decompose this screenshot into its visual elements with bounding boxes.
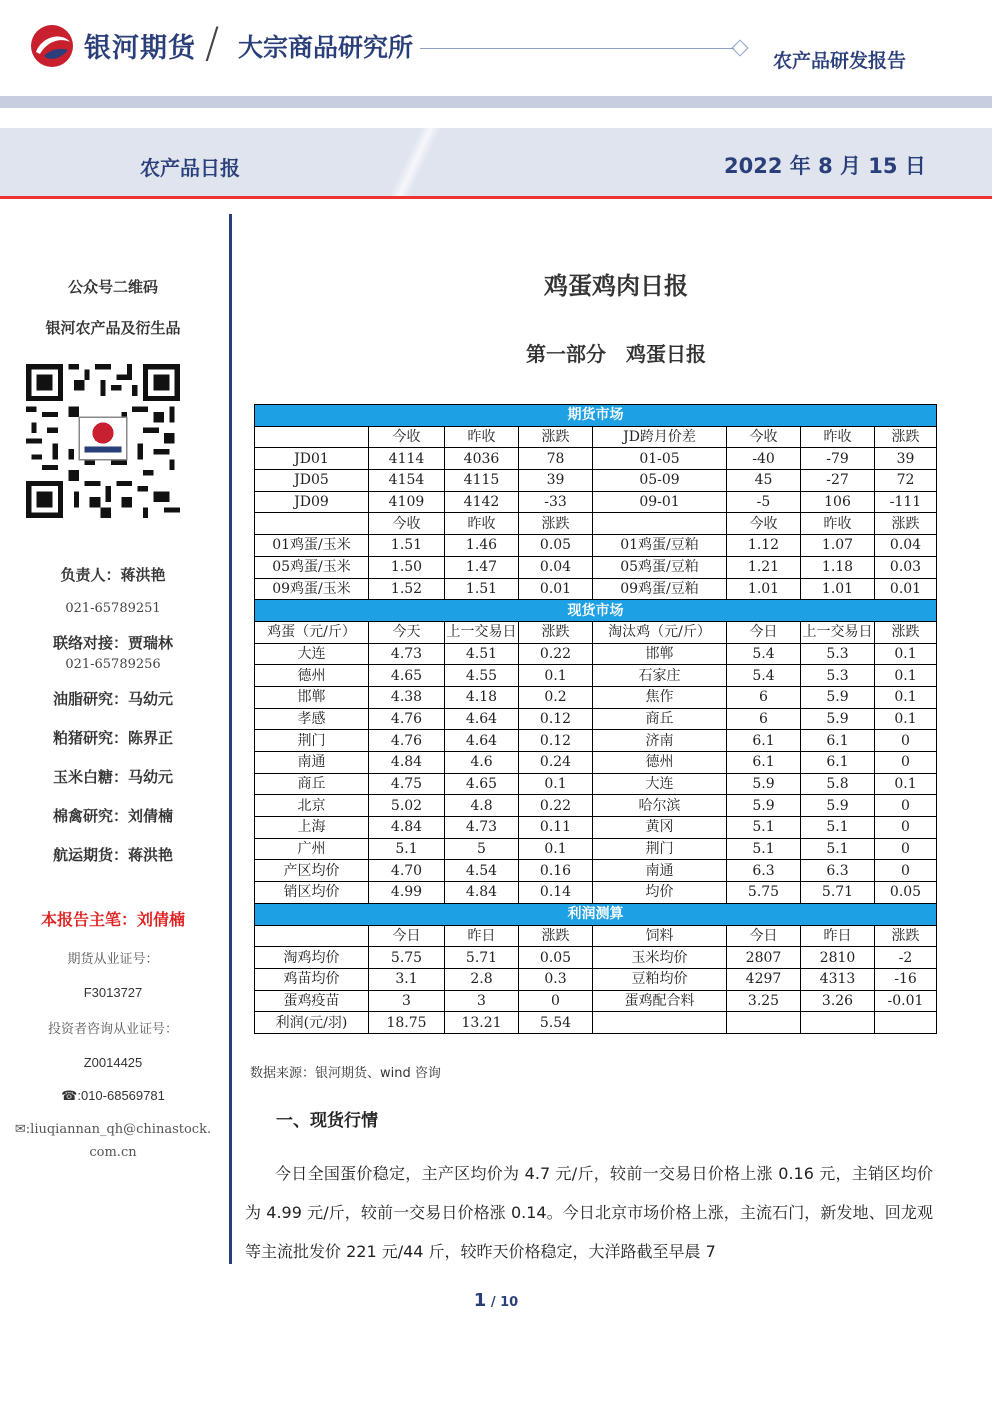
table-row xyxy=(255,882,937,904)
table-cell: 涨跌 xyxy=(519,621,593,643)
table-cell: 5.4 xyxy=(727,665,801,687)
table-row xyxy=(255,925,937,947)
table-cell: 05-09 xyxy=(593,470,727,492)
table-cell: 上一交易日 xyxy=(445,621,519,643)
table-cell: 涨跌 xyxy=(875,621,937,643)
table-cell: 昨收 xyxy=(445,426,519,448)
contact-lead: 负责人：蒋洪艳 xyxy=(60,566,166,584)
table-cell: 4.55 xyxy=(445,665,519,687)
table-cell: 德州 xyxy=(255,665,369,687)
table-cell: 玉米均价 xyxy=(593,947,727,969)
table-cell: 0.22 xyxy=(519,643,593,665)
table-cell: 3.1 xyxy=(369,968,445,990)
table-cell: 45 xyxy=(727,470,801,492)
table-cell: 4.65 xyxy=(445,773,519,795)
table-cell: 0.12 xyxy=(519,730,593,752)
table-cell: 05鸡蛋/豆粕 xyxy=(593,556,727,578)
report-type: 农产品研发报告 xyxy=(773,50,907,72)
sidebar-divider xyxy=(229,214,232,1264)
table-cell: 5.1 xyxy=(727,817,801,839)
table-cell: 淘鸡均价 xyxy=(255,947,369,969)
consult-label: 投资者咨询从业证号： xyxy=(47,1022,178,1037)
section-header-cell: 现货市场 xyxy=(255,600,937,622)
table-cell: 0.1 xyxy=(519,665,593,687)
table-cell: 4.76 xyxy=(369,708,445,730)
table-cell: 饲料 xyxy=(593,925,727,947)
table-cell: 0.11 xyxy=(519,817,593,839)
table-cell: 6 xyxy=(727,686,801,708)
table-cell: 39 xyxy=(519,470,593,492)
table-cell: 4114 xyxy=(369,448,445,470)
institute-name: 大宗商品研究所 xyxy=(238,33,414,62)
table-row xyxy=(255,448,937,470)
table-cell: 济南 xyxy=(593,730,727,752)
table-cell: 0.1 xyxy=(519,838,593,860)
qr-code-icon xyxy=(26,364,180,518)
table-cell: 4.65 xyxy=(369,665,445,687)
table-row xyxy=(255,795,937,817)
table-cell: 1.21 xyxy=(727,556,801,578)
table-cell: 0 xyxy=(875,838,937,860)
table-cell: 4.18 xyxy=(445,686,519,708)
data-source: 数据来源：银河期货、wind 咨询 xyxy=(250,1066,441,1081)
license-number: F3013727 xyxy=(83,985,143,1000)
table-cell: 5.9 xyxy=(801,795,875,817)
table-cell: 今日 xyxy=(727,925,801,947)
table-cell xyxy=(593,513,727,535)
market-data-table xyxy=(254,404,937,1034)
table-cell: 4297 xyxy=(727,968,801,990)
table-row xyxy=(255,838,937,860)
page-sep: / xyxy=(486,1295,501,1310)
section-title: 第一部分 鸡蛋日报 xyxy=(526,342,706,366)
contact-email[interactable]: ✉:liuqiannan_qh@chinastock. xyxy=(14,1122,212,1137)
table-cell: -79 xyxy=(801,448,875,470)
table-cell: 鸡蛋（元/斤） xyxy=(255,621,369,643)
table-cell: 09鸡蛋/豆粕 xyxy=(593,578,727,600)
table-cell xyxy=(255,925,369,947)
contact-liaison-phone: 021-65789256 xyxy=(65,657,161,672)
table-cell: 0.05 xyxy=(519,947,593,969)
table-cell: 昨收 xyxy=(445,513,519,535)
table-cell: 0.14 xyxy=(519,882,593,904)
table-cell: 1.52 xyxy=(369,578,445,600)
table-cell: 今收 xyxy=(369,426,445,448)
researcher-item: 航运期货：蒋洪艳 xyxy=(52,846,173,864)
section-paragraph: 今日全国蛋价稳定，主产区均价为 4.7 元/斤，较前一交易日价格上涨 0.16 元，主销区均价为 4.99 元/斤，较前一交易日价格涨 0.14。今日北京市场价格上涨，主流石门，新发地、回龙观等主流批发价 221 元/44 斤，较昨天价格稳定，大洋路截至早晨 7 xyxy=(245,1164,933,1261)
table-cell: 5.71 xyxy=(801,882,875,904)
table-cell: 4.6 xyxy=(445,752,519,774)
table-row xyxy=(255,968,937,990)
table-cell: 78 xyxy=(519,448,593,470)
table-cell: 3 xyxy=(369,990,445,1012)
table-cell: 利润(元/羽) xyxy=(255,1012,369,1034)
table-cell: 4.75 xyxy=(369,773,445,795)
table-cell: JD09 xyxy=(255,491,369,513)
table-row xyxy=(255,773,937,795)
table-cell: 0.16 xyxy=(519,860,593,882)
table-cell: 0 xyxy=(875,795,937,817)
table-cell: 6 xyxy=(727,708,801,730)
table-cell: 0.01 xyxy=(875,578,937,600)
table-cell: 18.75 xyxy=(369,1012,445,1034)
table-cell: 4.8 xyxy=(445,795,519,817)
table-cell xyxy=(593,1012,727,1034)
table-cell: 6.1 xyxy=(801,730,875,752)
table-cell: 0.1 xyxy=(875,708,937,730)
table-cell: 孝感 xyxy=(255,708,369,730)
table-cell: 销区均价 xyxy=(255,882,369,904)
table-cell: 39 xyxy=(875,448,937,470)
table-cell: 6.3 xyxy=(727,860,801,882)
consult-number: Z0014425 xyxy=(83,1055,143,1070)
table-cell: 荆门 xyxy=(255,730,369,752)
table-cell: 4154 xyxy=(369,470,445,492)
table-cell: 南通 xyxy=(255,752,369,774)
table-cell: 广州 xyxy=(255,838,369,860)
table-row xyxy=(255,860,937,882)
table-cell: 今日 xyxy=(369,925,445,947)
table-cell: 4.84 xyxy=(369,817,445,839)
table-cell: 涨跌 xyxy=(875,513,937,535)
table-cell: 5.9 xyxy=(801,686,875,708)
table-cell: 5.9 xyxy=(801,708,875,730)
table-cell: 5.3 xyxy=(801,665,875,687)
header-divider: / xyxy=(205,18,220,67)
table-section-header xyxy=(255,600,937,622)
table-cell: -5 xyxy=(727,491,801,513)
table-cell: 荆门 xyxy=(593,838,727,860)
table-cell: 1.46 xyxy=(445,535,519,557)
table-cell: 5.9 xyxy=(727,795,801,817)
table-cell: 09鸡蛋/玉米 xyxy=(255,578,369,600)
contact-lead-phone: 021-65789251 xyxy=(65,601,161,616)
table-cell: 4.84 xyxy=(369,752,445,774)
table-cell: 4.70 xyxy=(369,860,445,882)
table-cell: 01鸡蛋/豆粕 xyxy=(593,535,727,557)
license-label: 期货从业证号： xyxy=(67,952,159,967)
table-cell: 商丘 xyxy=(255,773,369,795)
table-cell: 0 xyxy=(875,860,937,882)
table-cell: 2810 xyxy=(801,947,875,969)
table-cell: 0.04 xyxy=(875,535,937,557)
table-cell: 6.1 xyxy=(727,730,801,752)
table-row xyxy=(255,556,937,578)
table-cell: 0.01 xyxy=(519,578,593,600)
table-cell: 涨跌 xyxy=(519,513,593,535)
table-cell: 上一交易日 xyxy=(801,621,875,643)
header-stripe xyxy=(0,96,992,108)
table-cell: 5.1 xyxy=(801,817,875,839)
table-row xyxy=(255,686,937,708)
table-row xyxy=(255,535,937,557)
table-cell: 0 xyxy=(875,730,937,752)
table-cell: 0.04 xyxy=(519,556,593,578)
section-heading: 一、现货行情 xyxy=(276,1111,378,1131)
table-cell: 6.1 xyxy=(727,752,801,774)
sidebar xyxy=(0,270,226,338)
table-cell: 0.22 xyxy=(519,795,593,817)
table-section-header xyxy=(255,405,937,427)
table-cell: 4.76 xyxy=(369,730,445,752)
table-cell: 3 xyxy=(445,990,519,1012)
table-cell: 4.38 xyxy=(369,686,445,708)
table-cell: 今日 xyxy=(727,621,801,643)
table-cell: 4036 xyxy=(445,448,519,470)
table-cell: -0.01 xyxy=(875,990,937,1012)
table-cell: 大连 xyxy=(593,773,727,795)
table-cell: 鸡苗均价 xyxy=(255,968,369,990)
table-cell xyxy=(255,426,369,448)
table-cell: JD跨月价差 xyxy=(593,426,727,448)
page-number xyxy=(0,1290,992,1311)
table-cell: 0.03 xyxy=(875,556,937,578)
table-cell xyxy=(255,513,369,535)
table-cell: 哈尔滨 xyxy=(593,795,727,817)
table-cell: 0.1 xyxy=(875,643,937,665)
page-total: 10 xyxy=(500,1295,519,1310)
table-cell: 0.05 xyxy=(875,882,937,904)
table-cell: 5.9 xyxy=(727,773,801,795)
table-cell: 5.02 xyxy=(369,795,445,817)
table-row xyxy=(255,990,937,1012)
table-cell: 72 xyxy=(875,470,937,492)
table-row xyxy=(255,578,937,600)
report-date: 2022 年 8 月 15 日 xyxy=(724,154,926,178)
table-cell: 0.1 xyxy=(519,773,593,795)
table-cell: 1.01 xyxy=(801,578,875,600)
table-row xyxy=(255,752,937,774)
table-cell: 产区均价 xyxy=(255,860,369,882)
table-section-header xyxy=(255,903,937,925)
researcher-item: 棉禽研究：刘倩楠 xyxy=(52,807,173,825)
researcher-item: 油脂研究：马幼元 xyxy=(52,690,173,708)
table-cell: 5.4 xyxy=(727,643,801,665)
table-cell: 0.1 xyxy=(875,686,937,708)
researcher-item: 粕猪研究：陈界正 xyxy=(52,729,173,747)
table-cell xyxy=(727,1012,801,1034)
table-cell: 0 xyxy=(519,990,593,1012)
brand-name: 银河期货 xyxy=(84,33,196,64)
table-cell xyxy=(875,1012,937,1034)
page-current: 1 xyxy=(473,1290,487,1311)
galaxy-logo-icon xyxy=(28,22,76,70)
table-cell: 5.1 xyxy=(369,838,445,860)
table-cell: 6.1 xyxy=(801,752,875,774)
table-cell: 大连 xyxy=(255,643,369,665)
table-cell: 1.07 xyxy=(801,535,875,557)
diamond-icon xyxy=(732,40,749,57)
header-rule xyxy=(420,48,734,49)
table-cell: 今收 xyxy=(727,426,801,448)
table-cell: 0.2 xyxy=(519,686,593,708)
table-cell: 淘汰鸡（元/斤） xyxy=(593,621,727,643)
table-row xyxy=(255,621,937,643)
table-cell: JD05 xyxy=(255,470,369,492)
table-cell: 涨跌 xyxy=(519,925,593,947)
table-cell: 0.1 xyxy=(875,773,937,795)
table-cell: 2.8 xyxy=(445,968,519,990)
table-cell: 1.01 xyxy=(727,578,801,600)
table-cell: 昨日 xyxy=(445,925,519,947)
table-cell: 5.3 xyxy=(801,643,875,665)
table-cell: 均价 xyxy=(593,882,727,904)
table-cell: 1.51 xyxy=(369,535,445,557)
table-cell: 蛋鸡疫苗 xyxy=(255,990,369,1012)
table-cell: 05鸡蛋/玉米 xyxy=(255,556,369,578)
table-row xyxy=(255,817,937,839)
table-cell: 1.50 xyxy=(369,556,445,578)
table-cell: 2807 xyxy=(727,947,801,969)
table-cell: 5.54 xyxy=(519,1012,593,1034)
table-cell: 5.1 xyxy=(801,838,875,860)
table-cell: -2 xyxy=(875,947,937,969)
table-cell: 106 xyxy=(801,491,875,513)
table-cell: 昨日 xyxy=(801,925,875,947)
section-header-cell: 期货市场 xyxy=(255,405,937,427)
table-cell: 德州 xyxy=(593,752,727,774)
table-cell: -111 xyxy=(875,491,937,513)
table-cell: 4.64 xyxy=(445,730,519,752)
table-cell: 焦作 xyxy=(593,686,727,708)
table-row xyxy=(255,730,937,752)
table-cell xyxy=(801,1012,875,1034)
table-cell: 5.71 xyxy=(445,947,519,969)
table-row xyxy=(255,708,937,730)
table-cell: 0.1 xyxy=(875,665,937,687)
table-cell: 01-05 xyxy=(593,448,727,470)
table-cell: 0.24 xyxy=(519,752,593,774)
table-cell: 黄冈 xyxy=(593,817,727,839)
table-cell: 5.75 xyxy=(369,947,445,969)
table-cell: -27 xyxy=(801,470,875,492)
table-cell: 0 xyxy=(875,752,937,774)
table-cell: 今天 xyxy=(369,621,445,643)
table-cell: 4142 xyxy=(445,491,519,513)
table-cell: 豆粕均价 xyxy=(593,968,727,990)
table-cell: 4.51 xyxy=(445,643,519,665)
table-cell: 邯郸 xyxy=(255,686,369,708)
table-cell: 石家庄 xyxy=(593,665,727,687)
table-cell: 0.12 xyxy=(519,708,593,730)
table-cell: 4313 xyxy=(801,968,875,990)
table-cell: 1.18 xyxy=(801,556,875,578)
table-row xyxy=(255,643,937,665)
table-cell: -33 xyxy=(519,491,593,513)
table-cell: 4.64 xyxy=(445,708,519,730)
table-cell: 涨跌 xyxy=(519,426,593,448)
table-cell: 涨跌 xyxy=(875,426,937,448)
table-cell: 01鸡蛋/玉米 xyxy=(255,535,369,557)
table-cell: 4109 xyxy=(369,491,445,513)
qr-title: 公众号二维码 xyxy=(67,278,158,296)
report-author: 本报告主笔：刘倩楠 xyxy=(40,910,185,929)
table-row xyxy=(255,665,937,687)
table-cell: 4.73 xyxy=(445,817,519,839)
table-cell: 0.05 xyxy=(519,535,593,557)
table-cell: 4.84 xyxy=(445,882,519,904)
table-cell: 商丘 xyxy=(593,708,727,730)
contact-phone: ☎:010-68569781 xyxy=(61,1088,165,1103)
table-row xyxy=(255,426,937,448)
table-cell: 5.75 xyxy=(727,882,801,904)
table-cell: 1.47 xyxy=(445,556,519,578)
table-row xyxy=(255,1012,937,1034)
table-cell: 4.54 xyxy=(445,860,519,882)
table-row xyxy=(255,947,937,969)
table-cell: 09-01 xyxy=(593,491,727,513)
table-cell: 昨收 xyxy=(801,426,875,448)
table-cell: 今收 xyxy=(369,513,445,535)
table-cell: 0.3 xyxy=(519,968,593,990)
table-row xyxy=(255,491,937,513)
contact-block xyxy=(0,564,226,1160)
table-row xyxy=(255,470,937,492)
table-cell: 5 xyxy=(445,838,519,860)
table-cell: 今收 xyxy=(727,513,801,535)
table-cell: 5.8 xyxy=(801,773,875,795)
band-glare xyxy=(380,128,450,196)
researcher-item: 玉米白糖：马幼元 xyxy=(52,768,173,786)
page-header xyxy=(0,0,992,110)
table-cell: 邯郸 xyxy=(593,643,727,665)
section-header-cell: 利润测算 xyxy=(255,903,937,925)
table-cell: 上海 xyxy=(255,817,369,839)
qr-subtitle: 银河农产品及衍生品 xyxy=(45,319,181,337)
table-cell: -40 xyxy=(727,448,801,470)
contact-email-cont[interactable]: com.cn xyxy=(89,1145,137,1160)
table-cell: 1.51 xyxy=(445,578,519,600)
table-cell: 昨收 xyxy=(801,513,875,535)
contact-liaison: 联络对接：贾瑞林 xyxy=(52,634,173,652)
band-title: 农产品日报 xyxy=(140,156,240,180)
table-cell: 3.26 xyxy=(801,990,875,1012)
table-cell: 1.12 xyxy=(727,535,801,557)
table-cell: 北京 xyxy=(255,795,369,817)
table-row xyxy=(255,513,937,535)
table-cell: 蛋鸡配合料 xyxy=(593,990,727,1012)
table-cell: JD01 xyxy=(255,448,369,470)
table-cell: 3.25 xyxy=(727,990,801,1012)
report-title: 鸡蛋鸡肉日报 xyxy=(544,272,688,300)
table-cell: 南通 xyxy=(593,860,727,882)
table-cell: 13.21 xyxy=(445,1012,519,1034)
table-cell: -16 xyxy=(875,968,937,990)
table-cell: 4115 xyxy=(445,470,519,492)
table-cell: 涨跌 xyxy=(875,925,937,947)
table-cell: 4.73 xyxy=(369,643,445,665)
table-cell: 5.1 xyxy=(727,838,801,860)
table-cell: 4.99 xyxy=(369,882,445,904)
table-cell: 6.3 xyxy=(801,860,875,882)
table-cell: 0 xyxy=(875,817,937,839)
